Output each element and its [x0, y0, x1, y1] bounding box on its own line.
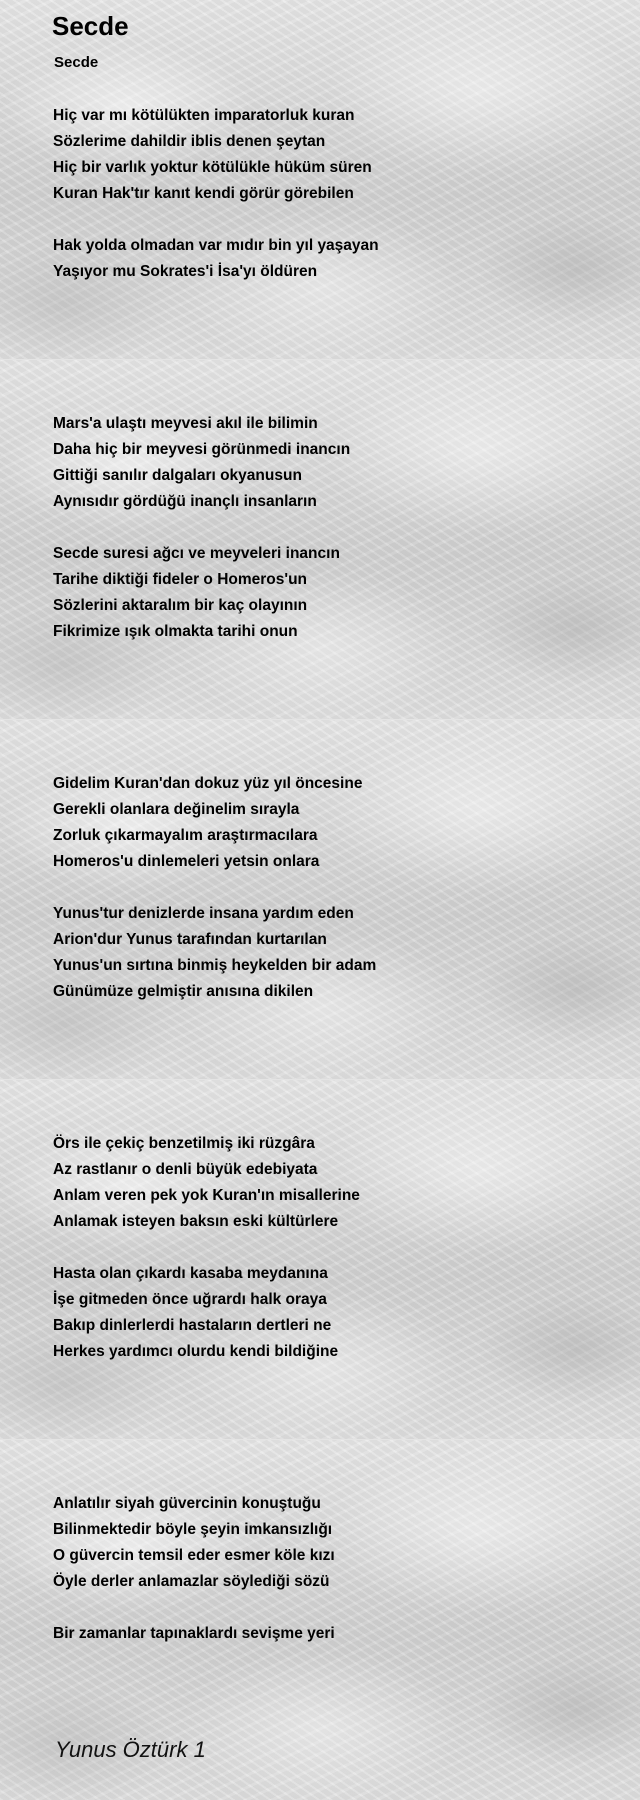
- poem-line: Hak yolda olmadan var mıdır bin yıl yaşayan: [53, 237, 379, 254]
- poem-line: Günümüze gelmiştir anısına dikilen: [53, 983, 314, 1000]
- poem-title: Secde: [52, 11, 129, 41]
- poem-line: Örs ile çekiç benzetilmiş iki rüzgâra: [53, 1135, 315, 1152]
- author-signature: Yunus Öztürk 1: [55, 1737, 206, 1762]
- poem-line: Gerekli olanlara değinelim sırayla: [53, 801, 300, 818]
- stanza-6: [53, 901, 376, 1005]
- poem-line: Kuran Hak'tır kanıt kendi görür görebilen: [53, 185, 354, 202]
- poem-line: Anlatılır siyah güvercinin konuştuğu: [53, 1495, 321, 1512]
- stanza-10: [53, 1621, 335, 1647]
- poem-line: Zorluk çıkarmayalım araştırmacılara: [53, 827, 318, 844]
- poem-line: Homeros'u dinlemeleri yetsin onlara: [53, 853, 320, 870]
- poem-line: Anlam veren pek yok Kuran'ın misallerine: [53, 1187, 360, 1204]
- poem-line: Fikrimize ışık olmakta tarihi onun: [53, 623, 298, 640]
- poem-line: Öyle derler anlamazlar söylediği sözü: [53, 1573, 330, 1590]
- poem-line: Anlamak isteyen baksın eski kültürlere: [53, 1213, 339, 1230]
- stanza-8: [53, 1261, 338, 1365]
- poem-line: Yunus'un sırtına binmiş heykelden bir adam: [53, 957, 377, 974]
- stanza-3: [53, 411, 350, 515]
- poem-line: Hiç bir varlık yoktur kötülükle hüküm süren: [53, 159, 372, 176]
- poem-line: Mars'a ulaştı meyvesi akıl ile bilimin: [53, 415, 318, 432]
- poem-line: Bir zamanlar tapınaklardı sevişme yeri: [53, 1625, 335, 1642]
- stanza-2: [53, 233, 379, 285]
- stanza-5: [53, 771, 362, 875]
- stanza-1: [53, 103, 372, 207]
- poem-line: Hasta olan çıkardı kasaba meydanına: [53, 1265, 328, 1282]
- poem-line: Bakıp dinlerlerdi hastaların dertleri ne: [53, 1317, 332, 1334]
- poem-line: Secde suresi ağcı ve meyveleri inancın: [53, 545, 340, 562]
- poem-line: Gittiği sanılır dalgaları okyanusun: [53, 467, 302, 484]
- poem-line: Az rastlanır o denli büyük edebiyata: [53, 1161, 318, 1178]
- stanza-7: [53, 1131, 360, 1235]
- poem-line: Gidelim Kuran'dan dokuz yüz yıl öncesine: [53, 775, 363, 792]
- stanza-9: [53, 1491, 335, 1595]
- poem-line: Bilinmektedir böyle şeyin imkansızlığı: [53, 1521, 333, 1538]
- poem-line: Herkes yardımcı olurdu kendi bildiğine: [53, 1343, 339, 1360]
- poem-line: Yaşıyor mu Sokrates'i İsa'yı öldüren: [53, 263, 318, 280]
- poem-line: Arion'dur Yunus tarafından kurtarılan: [53, 931, 327, 948]
- poem-line: Aynısıdır gördüğü inançlı insanların: [53, 493, 317, 510]
- poem-line: Yunus'tur denizlerde insana yardım eden: [53, 905, 354, 922]
- poem-subtitle: Secde: [54, 54, 99, 71]
- poem-line: Sözlerime dahildir iblis denen şeytan: [53, 133, 326, 150]
- poem-line: Daha hiç bir meyvesi görünmedi inancın: [53, 441, 351, 458]
- poem-line: Hiç var mı kötülükten imparatorluk kuran: [53, 107, 355, 124]
- stanza-4: [53, 541, 340, 645]
- poem-line: O güvercin temsil eder esmer köle kızı: [53, 1547, 335, 1564]
- poem-line: İşe gitmeden önce uğrardı halk oraya: [53, 1291, 327, 1308]
- poem-line: Sözlerini aktaralım bir kaç olayının: [53, 597, 308, 614]
- poem-line: Tarihe diktiği fideler o Homeros'un: [53, 571, 308, 588]
